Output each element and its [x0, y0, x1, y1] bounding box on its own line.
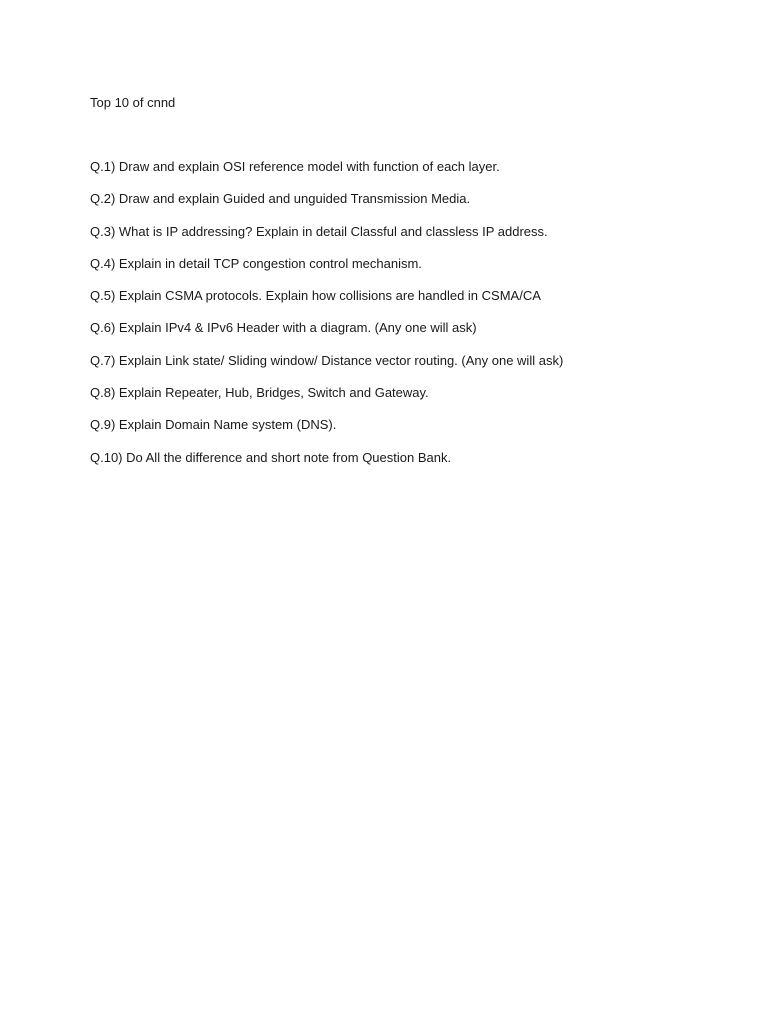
- question-item-9: Q.9) Explain Domain Name system (DNS).: [90, 417, 337, 433]
- question-item-3: Q.3) What is IP addressing? Explain in detail Classful and classless IP address.: [90, 223, 548, 239]
- question-item-6: Q.6) Explain IPv4 & IPv6 Header with a diagram. (Any one will ask): [90, 320, 477, 336]
- question-item-1: Q.1) Draw and explain OSI reference model with function of each layer.: [90, 159, 500, 174]
- document-title: Top 10 of cnnd: [90, 95, 176, 110]
- question-item-8: Q.8) Explain Repeater, Hub, Bridges, Switch and Gateway.: [90, 385, 429, 401]
- question-item-4: Q.4) Explain in detail TCP congestion control mechanism.: [90, 255, 422, 271]
- question-item-10: Q.10) Do All the difference and short note from Question Bank.: [90, 449, 452, 465]
- question-item-7: Q.7) Explain Link state/ Sliding window/ Distance vector routing. (Any one will ask): [90, 352, 564, 368]
- question-item-2: Q.2) Draw and explain Guided and unguided Transmission Media.: [90, 191, 471, 207]
- question-list: [90, 159, 730, 482]
- question-item-5: Q.5) Explain CSMA protocols. Explain how collisions are handled in CSMA/CA: [90, 288, 541, 304]
